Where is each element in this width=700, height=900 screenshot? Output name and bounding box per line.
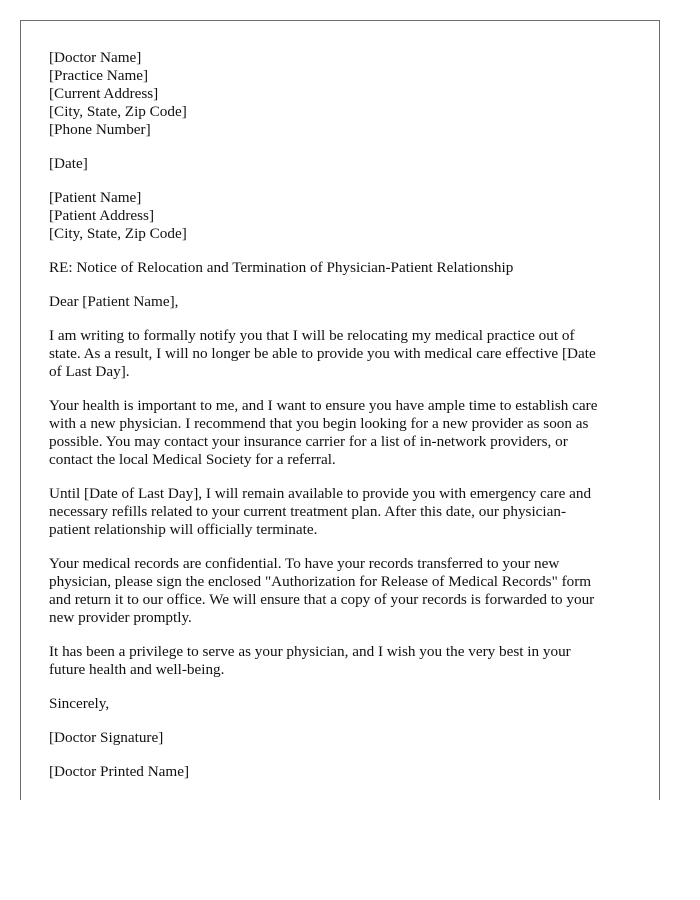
paragraph-farewell: [49, 643, 634, 679]
recipient-block: [49, 189, 634, 243]
printed-name: [Doctor Printed Name]: [49, 763, 190, 780]
sender-block: [49, 49, 634, 139]
sender-phone: [Phone Number]: [49, 121, 151, 138]
paragraph-line: state. As a result, I will no longer be able to provide you with medical care effective [Date: [49, 345, 596, 362]
paragraph-line: Your health is important to me, and I want to ensure you have ample time to establish care: [49, 397, 598, 414]
paragraph-records: [49, 555, 634, 627]
closing: Sincerely,: [49, 695, 110, 712]
paragraph-line: Until [Date of Last Day], I will remain available to provide you with emergency care and: [49, 485, 592, 502]
paragraph-line: It has been a privilege to serve as your physician, and I wish you the very best in your: [49, 643, 571, 660]
subject-line: RE: Notice of Relocation and Termination of Physician-Patient Relationship: [49, 259, 514, 276]
recipient-city-state-zip: [City, State, Zip Code]: [49, 225, 187, 242]
sender-address: [Current Address]: [49, 85, 159, 102]
sender-practice: [Practice Name]: [49, 67, 149, 84]
signature: [Doctor Signature]: [49, 729, 164, 746]
paragraph-line: I am writing to formally notify you that I will be relocating my medical practice out of: [49, 327, 575, 344]
salutation: Dear [Patient Name],: [49, 293, 179, 310]
paragraph-line: contact the local Medical Society for a referral.: [49, 451, 336, 468]
date-block: [49, 155, 634, 173]
letter-date: [Date]: [49, 155, 88, 172]
recipient-address: [Patient Address]: [49, 207, 155, 224]
paragraph-availability: [49, 485, 634, 539]
paragraph-line: future health and well-being.: [49, 661, 225, 678]
recipient-name: [Patient Name]: [49, 189, 142, 206]
paragraph-line: patient relationship will officially terminate.: [49, 521, 318, 538]
paragraph-line: necessary refills related to your current treatment plan. After this date, our physician-: [49, 503, 567, 520]
letter-page: [20, 20, 660, 800]
paragraph-new-provider: [49, 397, 634, 469]
letter-content: [49, 49, 634, 797]
sender-city-state-zip: [City, State, Zip Code]: [49, 103, 187, 120]
paragraph-notification: [49, 327, 634, 381]
paragraph-line: new provider promptly.: [49, 609, 192, 626]
paragraph-line: Your medical records are confidential. To have your records transferred to your new: [49, 555, 560, 572]
paragraph-line: with a new physician. I recommend that you begin looking for a new provider as soon as: [49, 415, 589, 432]
paragraph-line: physician, please sign the enclosed "Authorization for Release of Medical Records" form: [49, 573, 592, 590]
paragraph-line: of Last Day].: [49, 363, 130, 380]
paragraph-line: possible. You may contact your insurance carrier for a list of in-network providers, or: [49, 433, 568, 450]
sender-name: [Doctor Name]: [49, 49, 142, 66]
paragraph-line: and return it to our office. We will ensure that a copy of your records is forwarded to your: [49, 591, 595, 608]
